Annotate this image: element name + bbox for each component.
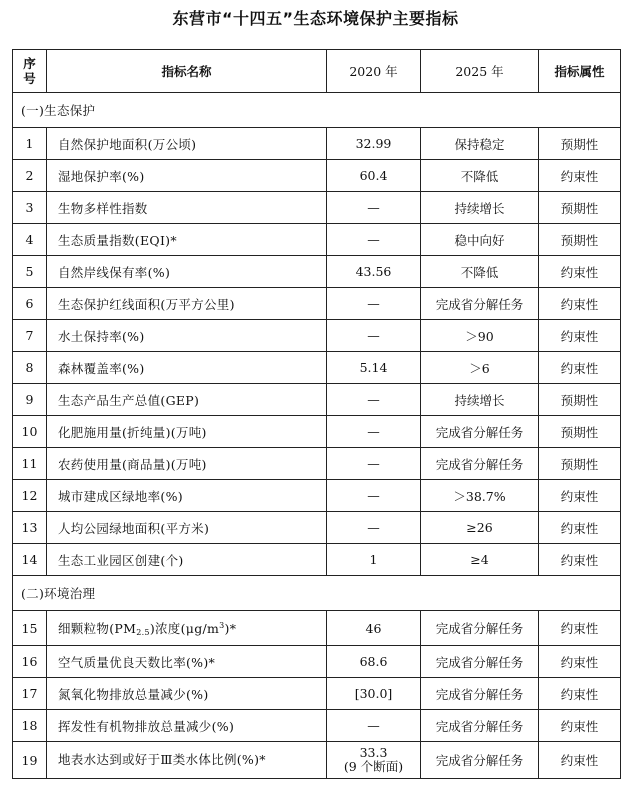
row-name: 挥发性有机物排放总量减少(%) bbox=[47, 710, 327, 742]
row-name: 城市建成区绿地率(%) bbox=[47, 480, 327, 512]
table-row bbox=[13, 352, 621, 384]
row-number: 10 bbox=[13, 416, 47, 448]
row-value-2025: ＞90 bbox=[421, 320, 539, 352]
row-name: 自然岸线保有率(%) bbox=[47, 256, 327, 288]
row-attribute: 预期性 bbox=[539, 192, 621, 224]
indicator-table bbox=[12, 49, 621, 779]
row-value-2020: [30.0] bbox=[327, 678, 421, 710]
row-number: 15 bbox=[13, 611, 47, 646]
row-value-2020 bbox=[327, 742, 421, 779]
row-number: 8 bbox=[13, 352, 47, 384]
row-attribute: 预期性 bbox=[539, 448, 621, 480]
row-value-2025: 完成省分解任务 bbox=[421, 678, 539, 710]
row-number: 18 bbox=[13, 710, 47, 742]
table-row bbox=[13, 224, 621, 256]
table-row bbox=[13, 288, 621, 320]
row-value-2020: 5.14 bbox=[327, 352, 421, 384]
page-title: 东营市“十四五”生态环境保护主要指标 bbox=[172, 9, 459, 28]
table-row bbox=[13, 742, 621, 779]
row-value-2020: — bbox=[327, 224, 421, 256]
row-value-2020: — bbox=[327, 416, 421, 448]
row-value-2025: 保持稳定 bbox=[421, 128, 539, 160]
header-2025: 2025 年 bbox=[421, 50, 539, 93]
table-row bbox=[13, 320, 621, 352]
table-row bbox=[13, 678, 621, 710]
row-name: 化肥施用量(折纯量)(万吨) bbox=[47, 416, 327, 448]
row-value-2020: — bbox=[327, 448, 421, 480]
row-value-2020: — bbox=[327, 320, 421, 352]
row-name bbox=[47, 611, 327, 646]
row-value-line: (9 个断面) bbox=[343, 759, 404, 774]
row-value-2020: 43.56 bbox=[327, 256, 421, 288]
row-attribute: 约束性 bbox=[539, 320, 621, 352]
row-number: 14 bbox=[13, 544, 47, 576]
table-row bbox=[13, 544, 621, 576]
row-number: 17 bbox=[13, 678, 47, 710]
row-number: 6 bbox=[13, 288, 47, 320]
table-row bbox=[13, 160, 621, 192]
row-number: 4 bbox=[13, 224, 47, 256]
table-row bbox=[13, 512, 621, 544]
row-number: 11 bbox=[13, 448, 47, 480]
row-name: 生态保护红线面积(万平方公里) bbox=[47, 288, 327, 320]
row-value-2020: 60.4 bbox=[327, 160, 421, 192]
row-value-2025: ＞38.7% bbox=[421, 480, 539, 512]
header-2020: 2020 年 bbox=[327, 50, 421, 93]
row-value-2025: 完成省分解任务 bbox=[421, 416, 539, 448]
row-name: 生态质量指数(EQI)* bbox=[47, 224, 327, 256]
row-name-subscript: 2.5 bbox=[136, 628, 150, 637]
row-attribute: 约束性 bbox=[539, 611, 621, 646]
row-attribute: 约束性 bbox=[539, 256, 621, 288]
row-value-line: 33.3 bbox=[359, 745, 388, 760]
row-name: 空气质量优良天数比率(%)* bbox=[47, 646, 327, 678]
header-indicator-name: 指标名称 bbox=[47, 50, 327, 93]
table-row bbox=[13, 192, 621, 224]
row-name: 湿地保护率(%) bbox=[47, 160, 327, 192]
row-name: 森林覆盖率(%) bbox=[47, 352, 327, 384]
row-value-2025: 完成省分解任务 bbox=[421, 611, 539, 646]
row-value-2025: 完成省分解任务 bbox=[421, 646, 539, 678]
row-name: 氮氧化物排放总量减少(%) bbox=[47, 678, 327, 710]
row-number: 2 bbox=[13, 160, 47, 192]
row-attribute: 约束性 bbox=[539, 512, 621, 544]
table-row bbox=[13, 128, 621, 160]
table-row bbox=[13, 384, 621, 416]
row-value-2020: 46 bbox=[327, 611, 421, 646]
row-name-part: 细颗粒物(PM bbox=[58, 621, 137, 636]
row-attribute: 约束性 bbox=[539, 742, 621, 779]
row-attribute: 约束性 bbox=[539, 710, 621, 742]
row-attribute: 预期性 bbox=[539, 416, 621, 448]
row-name: 地表水达到或好于Ⅲ类水体比例(%)* bbox=[47, 742, 327, 779]
table-row bbox=[13, 448, 621, 480]
row-number: 13 bbox=[13, 512, 47, 544]
row-number: 5 bbox=[13, 256, 47, 288]
row-attribute: 约束性 bbox=[539, 646, 621, 678]
row-value-2025: 完成省分解任务 bbox=[421, 710, 539, 742]
row-value-2025: 持续增长 bbox=[421, 384, 539, 416]
row-value-2025: ≥26 bbox=[421, 512, 539, 544]
row-value-2020: — bbox=[327, 192, 421, 224]
row-value-2020: — bbox=[327, 288, 421, 320]
header-attribute: 指标属性 bbox=[539, 50, 621, 93]
row-value-2020: 1 bbox=[327, 544, 421, 576]
row-value-2020: 32.99 bbox=[327, 128, 421, 160]
row-attribute: 预期性 bbox=[539, 128, 621, 160]
row-value-2025: 完成省分解任务 bbox=[421, 448, 539, 480]
table-row bbox=[13, 256, 621, 288]
row-value-2020: — bbox=[327, 710, 421, 742]
row-value-2025: 持续增长 bbox=[421, 192, 539, 224]
row-number: 16 bbox=[13, 646, 47, 678]
row-attribute: 预期性 bbox=[539, 224, 621, 256]
row-attribute: 约束性 bbox=[539, 544, 621, 576]
section-row bbox=[13, 576, 621, 611]
row-attribute: 预期性 bbox=[539, 384, 621, 416]
section-label: (二)环境治理 bbox=[13, 576, 621, 611]
row-number: 7 bbox=[13, 320, 47, 352]
table-row bbox=[13, 710, 621, 742]
section-row bbox=[13, 93, 621, 128]
row-name-superscript: 3 bbox=[219, 621, 225, 630]
row-value-2025: 不降低 bbox=[421, 160, 539, 192]
row-attribute: 约束性 bbox=[539, 160, 621, 192]
row-value-2020: 68.6 bbox=[327, 646, 421, 678]
row-attribute: 约束性 bbox=[539, 480, 621, 512]
row-name: 农药使用量(商品量)(万吨) bbox=[47, 448, 327, 480]
row-attribute: 约束性 bbox=[539, 352, 621, 384]
row-value-2020: — bbox=[327, 480, 421, 512]
row-value-2025: 完成省分解任务 bbox=[421, 742, 539, 779]
table-row bbox=[13, 480, 621, 512]
row-name: 生态工业园区创建(个) bbox=[47, 544, 327, 576]
row-number: 3 bbox=[13, 192, 47, 224]
row-value-2025: ＞6 bbox=[421, 352, 539, 384]
row-number: 12 bbox=[13, 480, 47, 512]
row-name: 人均公园绿地面积(平方米) bbox=[47, 512, 327, 544]
row-value-2025: ≥4 bbox=[421, 544, 539, 576]
row-value-2025: 完成省分解任务 bbox=[421, 288, 539, 320]
row-number: 9 bbox=[13, 384, 47, 416]
row-name: 生物多样性指数 bbox=[47, 192, 327, 224]
row-attribute: 约束性 bbox=[539, 678, 621, 710]
row-value-2020: — bbox=[327, 384, 421, 416]
row-number: 19 bbox=[13, 742, 47, 779]
row-name: 水土保持率(%) bbox=[47, 320, 327, 352]
section-label: (一)生态保护 bbox=[13, 93, 621, 128]
table-row bbox=[13, 416, 621, 448]
header-number: 序号 bbox=[13, 50, 47, 93]
table-row bbox=[13, 646, 621, 678]
row-value-2020: — bbox=[327, 512, 421, 544]
row-name: 自然保护地面积(万公顷) bbox=[47, 128, 327, 160]
row-name-part: )浓度(μg/m bbox=[149, 621, 220, 636]
row-value-2025: 不降低 bbox=[421, 256, 539, 288]
table-row bbox=[13, 611, 621, 646]
row-name-part: )* bbox=[224, 621, 237, 636]
table-header-row bbox=[13, 50, 621, 93]
row-name: 生态产品生产总值(GEP) bbox=[47, 384, 327, 416]
row-attribute: 约束性 bbox=[539, 288, 621, 320]
row-value-2025: 稳中向好 bbox=[421, 224, 539, 256]
row-number: 1 bbox=[13, 128, 47, 160]
